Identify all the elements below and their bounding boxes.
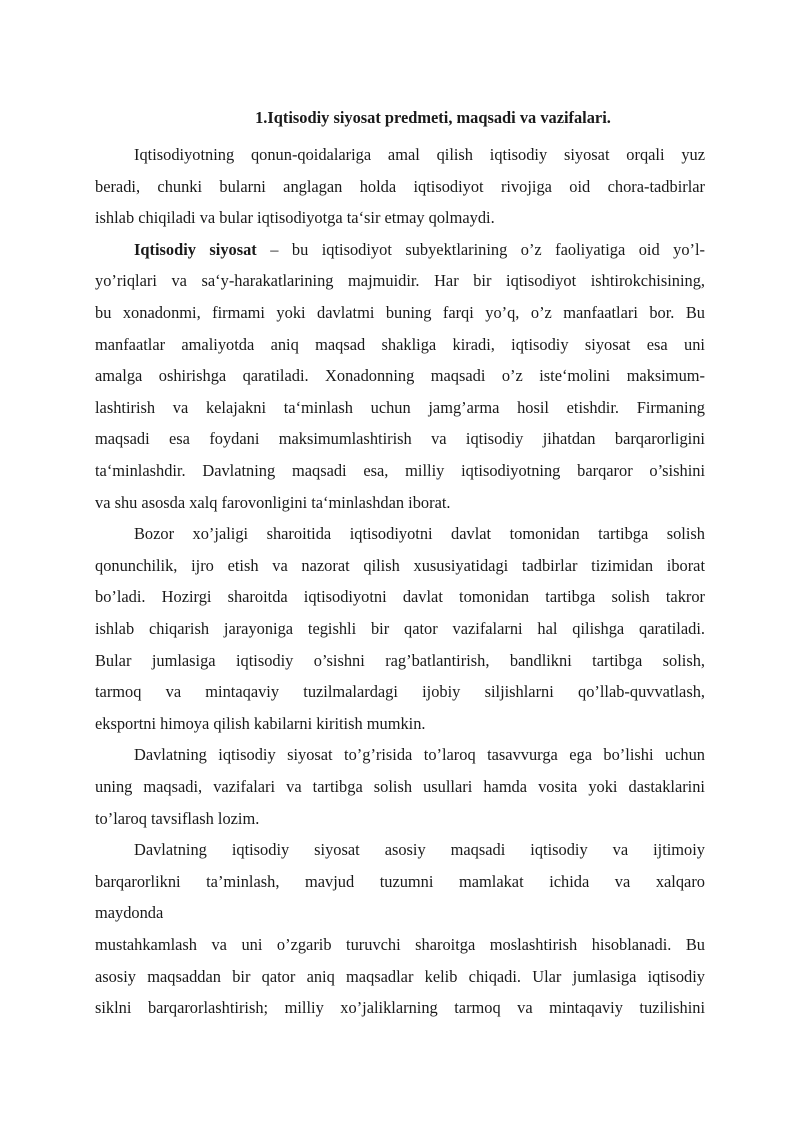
text-line: Davlatning iqtisodiy siyosat asosiy maqsadi iqtisodiy va ijtimoiy [134,840,705,859]
text-line: asosiy maqsaddan bir qator aniq maqsadlar kelib chiqadi. Ular jumlasiga iqtisodiy [95,967,705,986]
text-line: beradi, chunki bularni anglagan holda iqtisodiyot rivojiga oid chora-tadbirlar [95,177,705,196]
text-line: bu xonadonmi, firmami yoki davlatmi buning farqi yo’q, o’z manfaatlari bor. Bu [95,303,705,322]
text-line: manfaatlar amaliyotda aniq maqsad shakliga kiradi, iqtisodiy siyosat esa uni [95,335,705,354]
text-line: yo’riqlari va sa‘y-harakatlarining majmuidir. Har bir iqtisodiyot ishtirokchisining, [95,271,705,290]
text-line: eksportni himoya qilish kabilarni kiritish mumkin. [95,714,426,733]
text-line: maqsadi esa foydani maksimumlashtirish va iqtisodiy jihatdan barqarorligini [95,429,705,448]
section-title: 1.Iqtisodiy siyosat predmeti, maqsadi va vazifalari. [255,108,611,127]
text-line: ishlab chiqiladi va bular iqtisodiyotga ta‘sir etmay qolmaydi. [95,208,495,227]
text-line: uning maqsadi, vazifalari va tartibga solish usullari hamda vosita yoki dastaklarini [95,777,705,796]
text-line: Bozor xo’jaligi sharoitida iqtisodiyotni davlat tomonidan tartibga solish [134,524,705,543]
text-line: lashtirish va kelajakni ta‘minlash uchun jamg’arma hosil etishdir. Firmaning [95,398,705,417]
text-line: qonunchilik, ijro etish va nazorat qilish xususiyatidagi tadbirlar tizimidan iborat [95,556,705,575]
text-line: Iqtisodiyotning qonun-qoidalariga amal qilish iqtisodiy siyosat orqali yuz [134,145,705,164]
text-line: siklni barqarorlashtirish; milliy xo’jaliklarning tarmoq va mintaqaviy tuzilishini [95,998,705,1017]
text-line-with-term [134,240,705,260]
bold-term: Iqtisodiy siyosat [134,240,257,259]
text-line: maydonda [95,903,164,922]
text-line: ishlab chiqarish jarayoniga tegishli bir qator vazifalarni hal qilishga qaratiladi. [95,619,705,638]
text-line: Davlatning iqtisodiy siyosat to’g’risida to’laroq tasavvurga ega bo’lishi uchun [134,745,705,764]
text-fragment: – bu iqtisodiyot subyektlarining o’z faoliyatiga oid yo’l- [270,240,705,259]
text-line: ta‘minlashdir. Davlatning maqsadi esa, milliy iqtisodiyotning barqaror o’sishini [95,461,705,480]
text-line: bo’ladi. Hozirgi sharoitda iqtisodiyotni davlat tomonidan tartibga solish takror [95,587,705,606]
text-line: amalga oshirishga qaratiladi. Xonadonning maqsadi o’z iste‘molini maksimum- [95,366,705,385]
text-line: Bular jumlasiga iqtisodiy o’sishni rag’batlantirish, bandlikni tartibga solish, [95,651,705,670]
text-line: to’laroq tavsiflash lozim. [95,809,260,828]
text-line: va shu asosda xalq farovonligini ta‘minlashdan iborat. [95,493,451,512]
text-line: barqarorlikni ta’minlash, mavjud tuzumni mamlakat ichida va xalqaro [95,872,705,891]
text-line: tarmoq va mintaqaviy tuzilmalardagi ijobiy siljishlarni qo’llab-quvvatlash, [95,682,705,701]
text-line: mustahkamlash va uni o’zgarib turuvchi sharoitga moslashtirish hisoblanadi. Bu [95,935,705,954]
